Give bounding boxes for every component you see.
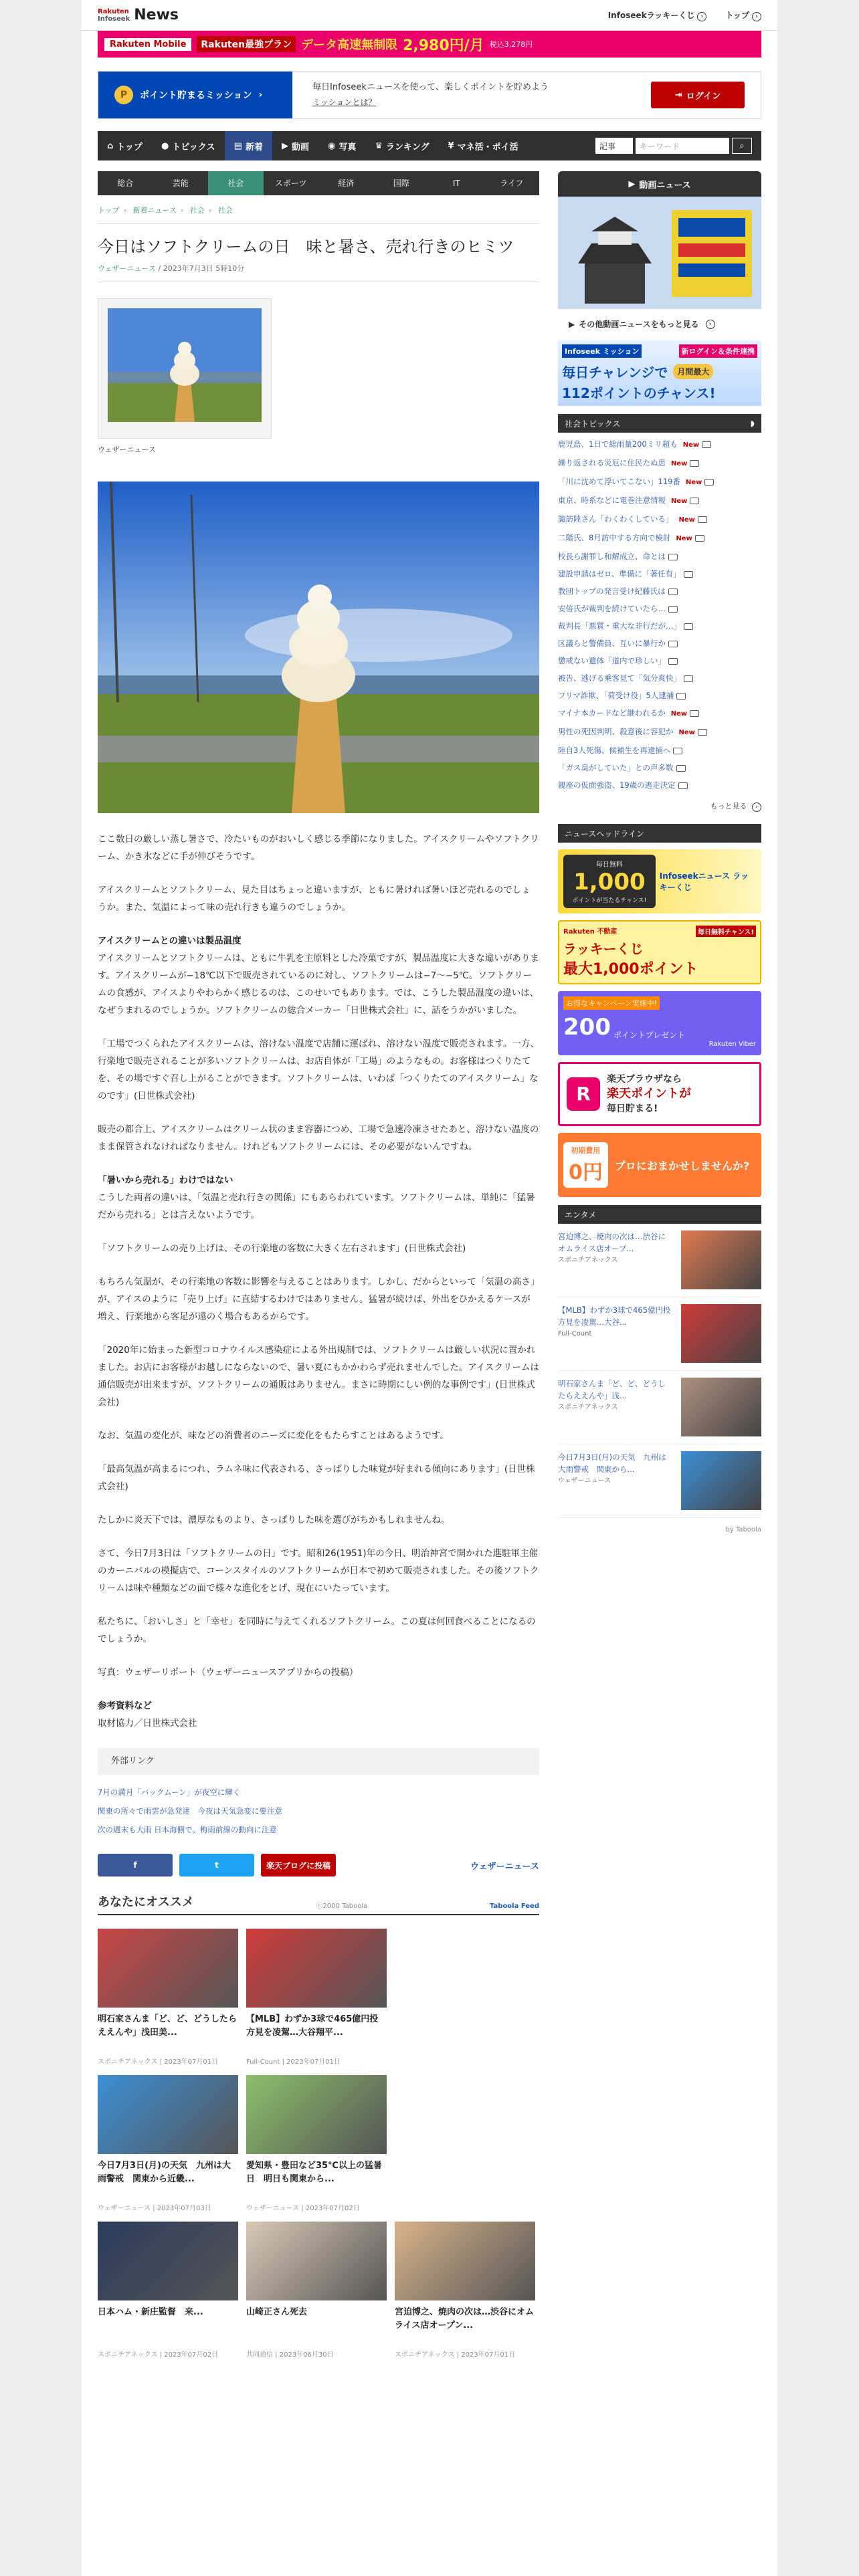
chevron-right-icon: ›	[697, 12, 706, 21]
topics-list	[558, 433, 761, 796]
article-paragraph: 取材協力／日世株式会社	[98, 1718, 197, 1729]
cat-sports[interactable]: スポーツ	[274, 179, 307, 188]
entertainment-title: 今日7月3日(月)の天気 九州は大雨警戒 関東から...	[558, 1453, 666, 1474]
recommend-card-title: 【MLB】わずか3球で465億円投方見を凌駕…大谷翔平...	[246, 2014, 379, 2038]
topic-item[interactable]	[558, 600, 761, 617]
article-body	[98, 831, 539, 1732]
ad-banner[interactable]	[98, 31, 761, 58]
ad-data: データ高速無制限	[301, 38, 398, 52]
recommend-card[interactable]	[98, 1929, 238, 2066]
login-button[interactable]	[651, 82, 745, 108]
camera-icon	[698, 516, 707, 523]
article-paragraph: なお、気温の変化が、味などの消費者のニーズに変化をもたらすことはあるようです。	[98, 1430, 449, 1441]
recommend-card-source: スポニチアネックス | 2023年07月01日	[98, 2058, 219, 2066]
topics-icon: ●	[161, 140, 169, 151]
article-title: 今日はソフトクリームの日 味と暑さ、売れ行きのヒミツ	[98, 237, 514, 256]
topic-item[interactable]	[558, 492, 761, 510]
topic-item[interactable]	[558, 652, 761, 669]
topic-link[interactable]: マイナ本カードなど継われるか	[558, 708, 666, 718]
mission-bar	[98, 71, 761, 119]
category-bar	[98, 171, 539, 195]
chevron-right-icon: ›	[752, 12, 761, 21]
share-bar	[98, 1854, 539, 1876]
ad-note: 税込3,278円	[489, 40, 533, 49]
topic-item[interactable]	[558, 742, 761, 759]
recommend-card[interactable]	[246, 2075, 387, 2212]
recommend-card-title: 明石家さんま「ど、ど、どうしたらええんや」浅田美...	[98, 2014, 237, 2038]
recommend-card-image	[98, 2222, 238, 2300]
mission-button-label: ポイント貯まるミッション	[140, 90, 252, 101]
main-nav	[98, 131, 761, 160]
article-paragraph: ここ数日の厳しい蒸し暑さで、冷たいものがおいしく感じる季節になりました。アイスクリームやソフトクリーム、かき氷などに手が伸びそうです。	[98, 834, 539, 862]
recommend-header	[98, 1893, 539, 1915]
site-header	[82, 0, 777, 31]
article-paragraph: アイスクリームとソフトクリーム、見た目はちょっと違いますが、ともに暑ければ暑いほど売れるのでしょうか。また、気温によって味の売れ行きも違うのでしょうか。	[98, 885, 531, 913]
nav-top[interactable]: ⌂ トップ	[107, 140, 142, 152]
entertainment-photo	[681, 1451, 761, 1510]
cat-it[interactable]: IT	[452, 179, 460, 188]
recommend-card-title	[395, 1934, 535, 1974]
camera-icon	[668, 554, 678, 560]
recommend-card[interactable]	[98, 2222, 238, 2359]
login-icon: ⇥	[674, 90, 682, 100]
entertainment-source: スポニチアネックス	[558, 1257, 618, 1264]
topic-link[interactable]: 繰り返される災厄に住民たぬ患	[558, 458, 666, 467]
recommend-card-image	[98, 1929, 238, 2008]
topic-link[interactable]: 男性の死因判明、殺意後に容犯か	[558, 727, 674, 736]
search-type-select[interactable]: 記事	[595, 138, 633, 154]
taboola-feed[interactable]: Taboola Feed	[490, 1903, 539, 1910]
entertainment-item[interactable]	[558, 1304, 761, 1371]
mission-ad-banner[interactable]: Infoseek ミッション 新ログイン＆条件連携 毎日チャレンジで 月間最大 112ポイントのチャンス!	[558, 340, 761, 406]
topic-link[interactable]: 裁判長「悪質・重大な非行だが…」	[558, 621, 681, 631]
topic-link[interactable]: 陸自3人死傷、候補生を再逮捕へ	[558, 746, 671, 755]
camera-icon	[698, 729, 707, 736]
article-source[interactable]: ウェザーニュース	[98, 264, 157, 273]
facebook-icon: f	[133, 1860, 137, 1870]
camera-icon	[673, 748, 682, 754]
initial-cost-banner[interactable]: 初期費用 0円 プロにおまかせしませんか?	[558, 1133, 761, 1197]
topic-item[interactable]	[558, 617, 761, 635]
nav-money[interactable]: ¥ マネ活・ポイ活	[448, 140, 518, 152]
sidebar	[558, 171, 761, 2359]
search-icon[interactable]: ⌕	[732, 138, 752, 154]
topic-link[interactable]: 懲戒ない遺体「道内で珍しい」	[558, 656, 666, 665]
recommend-card-source: ウェザーニュース | 2023年07月03日	[98, 2205, 211, 2212]
mission-text: 毎日Infoseekニュースを使って、楽しくポイントを貯めよう	[312, 82, 549, 92]
home-icon: ⌂	[107, 140, 114, 151]
new-badge: New	[670, 710, 688, 718]
recommend-card-image	[246, 1929, 387, 2008]
new-icon: ▤	[233, 140, 242, 151]
recommend-card-empty	[395, 2075, 535, 2212]
recommend-card-source: スポニチアネックス | 2023年07月01日	[395, 2351, 516, 2359]
recommend-card-image	[98, 2075, 238, 2154]
section-heading: 参考資料など	[98, 1701, 152, 1711]
topic-link[interactable]: 安倍氏が裁判を続けていたら…	[558, 604, 666, 613]
nav-video[interactable]: ▶ 動画	[281, 140, 309, 152]
entertainment-item[interactable]	[558, 1230, 761, 1297]
mission-button[interactable]	[98, 72, 292, 118]
topic-item[interactable]	[558, 776, 761, 794]
recommend-title: あなたにオススメ	[98, 1895, 194, 1909]
article-paragraph: 「ソフトクリームの売り上げは、その行楽地の客数に大きく左右されます」(日世株式会社)	[98, 1243, 466, 1254]
video-more-link[interactable]: ▶ その他動画ニュースをもっと見る ›	[558, 312, 761, 336]
twitter-share-button[interactable]	[179, 1854, 254, 1876]
topic-item[interactable]	[558, 565, 761, 582]
crumb-society[interactable]: 社会	[189, 206, 205, 215]
topic-item[interactable]	[558, 435, 761, 454]
site-logo[interactable]	[98, 7, 179, 23]
article-paragraph: 私たちに、「おいしさ」と「幸せ」を同時に与えてくれるソフトクリーム。この夏は何回食べることになるのでしょうか。	[98, 1616, 536, 1644]
camera-icon	[695, 535, 704, 542]
topic-item[interactable]	[558, 548, 761, 565]
external-links	[98, 1775, 539, 1847]
recommend-card-title: 愛知県・豊田など35℃以上の猛暑日 明日も関東から...	[246, 2161, 382, 2184]
brand-sub: Infoseek	[98, 15, 130, 23]
cat-entertainment[interactable]: 芸能	[172, 179, 189, 188]
chevron-right-icon: ›	[706, 320, 715, 329]
camera-icon	[690, 498, 699, 504]
topic-item[interactable]	[558, 582, 761, 600]
crumb-top[interactable]: トップ	[98, 206, 120, 215]
brand-main: News	[134, 7, 179, 23]
yen-icon: ¥	[448, 140, 454, 151]
nav-new[interactable]: ▤ 新着	[225, 131, 272, 160]
topic-link[interactable]: 教団トップの発言受け紀藤氏は	[558, 586, 666, 596]
camera-icon	[668, 588, 678, 595]
external-link[interactable]: 関東の所々で雨雲が急発達 今夜は天気急変に要注意	[98, 1806, 282, 1816]
article-paragraph: 「工場でつくられたアイスクリームは、溶けない温度で店舗に運ばれ、溶けない温度で販売されます。一方、行楽地で販売されることが多いソフトクリームは、お店自体が「工場」のようなもの。お客様はつくりたてを、その場ですぐ召し上がることができます。ソフトクリームは、いわば「つくりたてのアイスクリーム」なのです」(日世株式会社)	[98, 1039, 539, 1101]
entertainment-item[interactable]	[558, 1378, 761, 1444]
nav-ranking[interactable]: ♛ ランキング	[375, 140, 430, 152]
entertainment-photo	[681, 1230, 761, 1289]
crumb-new[interactable]: 新着ニュース	[132, 206, 177, 215]
facebook-share-button[interactable]	[98, 1854, 173, 1876]
recommend-card-image	[246, 2075, 387, 2154]
recommend-card[interactable]	[246, 1929, 387, 2066]
search-input[interactable]: キーワード	[636, 138, 729, 154]
thumbnail-caption: ウェザーニュース	[98, 445, 157, 454]
new-badge: New	[685, 479, 702, 486]
video-icon: ▶	[628, 179, 636, 189]
recommend-card-image	[246, 2222, 387, 2300]
mission-link[interactable]: ミッションとは？	[312, 97, 377, 107]
topic-link[interactable]: 東京、時系などに電巻注意情報	[558, 496, 666, 505]
rss-icon[interactable]: ◗	[750, 419, 755, 428]
play-icon: ▶	[569, 319, 575, 329]
entertainment-list	[558, 1230, 761, 1518]
section-heading: アイスクリームとの違いは製品温度	[98, 936, 242, 946]
thumbnail-box[interactable]	[98, 298, 272, 439]
article-paragraph: アイスクリームとソフトクリームは、ともに牛乳を主原料とした冷菓ですが、製品温度に大きな違いがあります。アイスクリームが−18℃以下で販売されているのに対し、ソフトクリームは−7～−5℃。ソフトクリームの食感が、アイスよりやわらかく感じるのは、このせいでもあります。では、こうした製品温度の違いは、なぜうまれるのでしょうか。ソフトクリームの総合メーカー「日世株式会社」に、話をうかがいました。	[98, 953, 539, 1016]
new-badge: New	[676, 535, 692, 542]
top-link[interactable]: トップ ›	[725, 9, 761, 21]
entertainment-title: 明石家さんま「ど、ど、どうしたらええんや」浅...	[558, 1379, 666, 1400]
ad-brand: Rakuten Mobile	[104, 38, 191, 51]
camera-icon	[676, 693, 686, 700]
page	[82, 0, 777, 2576]
topic-link[interactable]: 区議らと警備員、互いに暴行か	[558, 639, 666, 648]
article-meta: ウェザーニュース / 2023年7月3日 5時10分	[98, 263, 539, 282]
login-label: ログイン	[686, 91, 721, 102]
camera-icon: ◉	[327, 140, 336, 151]
camera-icon	[668, 606, 678, 613]
chevron-right-icon: ›	[752, 802, 761, 812]
article-column	[98, 171, 539, 2359]
video-news-header: ▶ 動画ニュース	[558, 171, 761, 197]
topics-more-link[interactable]: もっと見る ›	[558, 796, 761, 816]
new-badge: New	[678, 516, 695, 524]
lucky-lottery-link[interactable]: Infoseekラッキーくじ ›	[608, 9, 707, 21]
article-paragraph: 販売の都合上、アイスクリームはクリーム状のまま容器につめ、工場で急速冷凍させたあと、溶けない温度のまま保管されなければなりません。けれどもソフトクリームには、その必要がないんですね。	[98, 1124, 539, 1152]
camera-icon	[676, 765, 686, 772]
topic-link[interactable]: 諏訪陸さん「わくわくしている」	[558, 514, 674, 524]
ad-plan: Rakuten最強プラン	[197, 36, 296, 52]
cat-society[interactable]: 社会	[208, 171, 264, 195]
article-paragraph: 写真：ウェザーリポート（ウェザーニュースアプリからの投稿）	[98, 1667, 359, 1678]
rakuten-blog-button[interactable]: 楽天ブログに投稿	[261, 1854, 336, 1876]
article-paragraph: さて、今日7月3日は「ソフトクリームの日」です。昭和26(1951)年の今日、明治神宮で開かれた進駐軍主催のカーニバルの模擬店で、コーンスタイルのソフトクリームが日本で初めて販売されました。その後ソフトクリームは味や種類などの面で様々な進化をとげ、現在にいたっています。	[98, 1548, 539, 1594]
recommend-card-source: ウェザーニュース | 2023年07月02日	[246, 2205, 360, 2212]
real-estate-banner[interactable]: Rakuten 不動産 毎日無料チャンス! ラッキーくじ 最大1,000ポイント	[558, 920, 761, 984]
camera-icon	[702, 441, 711, 448]
topic-link[interactable]: 鹿児島、1日で総雨量200ミリ超も	[558, 439, 678, 449]
recommend-card-title: 日本ハム・新庄監督 来...	[98, 2307, 203, 2317]
external-link[interactable]: 7月の満月「バックムーン」が夜空に輝く	[98, 1788, 241, 1797]
nav-topics[interactable]: ● トピックス	[161, 140, 215, 152]
entertainment-header: エンタメ	[558, 1205, 761, 1224]
topic-item[interactable]	[558, 454, 761, 473]
topic-item[interactable]	[558, 510, 761, 529]
cat-life[interactable]: ライフ	[500, 179, 524, 188]
lucky-lottery-banner[interactable]: 毎日無料 1,000 ポイントが当たるチャンス! Infoseekニュース ラッキーくじ	[558, 849, 761, 914]
recommend-card-empty	[395, 1929, 535, 2066]
entertainment-photo	[681, 1378, 761, 1436]
article-paragraph: 「最高気温が高まるにつれ、ラムネ味に代表される、さっぱりした味覚が好まれる傾向にあります」(日世株式会社)	[98, 1464, 535, 1492]
new-badge: New	[682, 441, 700, 449]
breadcrumb: トップ › 新着ニュース › 社会 › 社会	[98, 205, 539, 224]
camera-icon	[684, 623, 693, 630]
coin-icon: P	[114, 86, 133, 104]
article-date: 2023年7月3日 5時10分	[163, 264, 245, 273]
new-badge: New	[671, 498, 688, 505]
recommend-card[interactable]	[98, 2075, 238, 2212]
topic-item[interactable]	[558, 704, 761, 723]
play-icon: ▶	[281, 140, 288, 151]
topic-item[interactable]	[558, 635, 761, 652]
nav-photo[interactable]: ◉ 写真	[327, 140, 357, 152]
camera-icon	[668, 658, 678, 665]
taboola-label[interactable]: by Taboola	[725, 1526, 761, 1533]
twitter-icon: t	[215, 1860, 219, 1870]
new-badge: New	[678, 729, 695, 736]
topic-item[interactable]	[558, 529, 761, 548]
entertainment-source: Full-Count	[558, 1330, 592, 1337]
article-paragraph: たしかに炎天下では、濃厚なものより、さっぱりした味を選びがちかもしれませんね。	[98, 1515, 450, 1525]
ad-price: 2,980円/月	[403, 37, 484, 54]
weathernews-logo[interactable]: ウェザーニュース	[470, 1861, 539, 1872]
crown-icon: ♛	[375, 140, 383, 151]
topics-header: 社会トピックス ◗	[558, 414, 761, 433]
search-area	[595, 138, 761, 154]
recommend-card-source: Full-Count | 2023年07月01日	[246, 2058, 341, 2066]
topic-item[interactable]	[558, 759, 761, 776]
cat-general[interactable]: 総合	[117, 179, 134, 188]
entertainment-title: 【MLB】わずか3球で465億円投方見を凌駕…大谷...	[558, 1305, 671, 1327]
topic-link[interactable]: 親座の仮面強盗、19歳の逃走決定	[558, 780, 676, 790]
recommend-card-image	[395, 2222, 535, 2300]
topic-item[interactable]	[558, 723, 761, 742]
recommend-card-source: スポニチアネックス | 2023年07月02日	[98, 2351, 219, 2359]
camera-icon	[704, 479, 714, 486]
crumb-society-sub[interactable]: 社会	[217, 206, 233, 215]
topic-item[interactable]	[558, 473, 761, 492]
section-heading: 「暑いから売れる」わけではない	[98, 1175, 233, 1186]
topic-link[interactable]: フリマ詐欺、「荷受け役」5人逮捕	[558, 691, 674, 700]
chevron-right-icon: ›	[258, 90, 263, 100]
article-paragraph: こうした両者の違いは、「気温と売れ行きの関係」にもあらわれています。ソフトクリームは、単純に「猛暑だから売れる」とは言えないようです。	[98, 1192, 535, 1220]
recommend-card-title: 宮迫博之、焼肉の次は…渋谷にオムライス店オープン...	[395, 2307, 535, 2331]
external-link[interactable]: 次の週末も大雨 日本海側で、梅雨前線の動向に注意	[98, 1825, 277, 1834]
soft-cream-photo	[98, 481, 539, 813]
topic-link[interactable]: 被告、逃げる乗客見て「気分爽快」	[558, 673, 681, 683]
entertainment-source: ウェザーニュース	[558, 1477, 611, 1485]
camera-icon	[684, 571, 693, 578]
cat-economy[interactable]: 経済	[338, 179, 355, 188]
recommend-card-title	[395, 2080, 535, 2121]
article-paragraph: もちろん気温が、その行楽地の客数に影響を与えることはあります。しかし、だからといって「気温の高さ」が、アイスのように「売り上げ」に直結するわけではありません。猛暑が続けば、外出をひかえるケースが増え、行楽地から客足が遠のく場合もあるからです。	[98, 1277, 535, 1322]
cat-international[interactable]: 国際	[393, 179, 409, 188]
camera-icon	[678, 782, 688, 789]
soft-cream-thumbnail	[108, 308, 262, 422]
external-links-header: 外部リンク	[98, 1748, 539, 1775]
topic-link[interactable]: 校長ら謝罪し和解成立、命とは	[558, 552, 666, 561]
topic-item[interactable]	[558, 687, 761, 704]
recommend-card[interactable]	[246, 2222, 387, 2359]
recommend-card[interactable]	[395, 2222, 535, 2359]
topic-item[interactable]	[558, 669, 761, 687]
recommend-card-source: 共同通信 | 2023年06月30日	[246, 2351, 334, 2359]
headline-header: ニュースヘッドライン	[558, 824, 761, 843]
camera-icon	[690, 710, 699, 717]
topic-link[interactable]: 「ガス臭がしていた」との声多数	[558, 763, 674, 772]
camera-icon	[668, 641, 678, 647]
rakuten-browser-banner[interactable]: R 楽天ブラウザなら 楽天ポイントが 毎日貯まる!	[558, 1062, 761, 1126]
entertainment-photo	[681, 1304, 761, 1363]
entertainment-item[interactable]	[558, 1451, 761, 1518]
topic-link[interactable]: 建設申請はゼロ、準備に「著任有」	[558, 569, 681, 578]
topic-link[interactable]: 「川に沈めて浮いてこない」119番	[558, 477, 680, 486]
entertainment-title: 宮迫博之、焼肉の次は…渋谷にオムライス店オープ...	[558, 1232, 666, 1253]
article-paragraph: 「2020年に始まった新型コロナウイルス感染症による外出規制では、ソフトクリームは厳しい状況に置かれました。お店にお客様がお越しにならないので、暑い夏にもかかわらず売れませんでした。アイスクリームは通信販売が出来ますが、ソフトクリームの通販はありません。まさに時期にしい例的な事例です」(日世株式会社)	[98, 1345, 539, 1408]
recommend-card-title: 今日7月3日(月)の天気 九州は大雨警戒 関東から近畿...	[98, 2161, 231, 2184]
camera-icon	[690, 460, 699, 467]
new-badge: New	[671, 460, 688, 467]
topic-link[interactable]: 二階氏、8月訪中する方向で検討	[558, 533, 671, 542]
rakuten-r-icon: R	[567, 1077, 600, 1111]
camera-icon	[684, 675, 693, 682]
brand-top: Rakuten	[98, 7, 129, 15]
video-thumbnail[interactable]	[558, 197, 761, 309]
recommend-card-title: 山崎正さん死去	[246, 2307, 308, 2317]
entertainment-source: スポニチアネックス	[558, 1404, 618, 1411]
viber-banner[interactable]: お得なキャンペーン実施中! 200 ポイントプレゼント Rakuten Viber	[558, 991, 761, 1055]
recommend-grid	[98, 1929, 539, 2359]
taboola-credit: ⓒ2000 Taboola	[316, 1903, 368, 1910]
